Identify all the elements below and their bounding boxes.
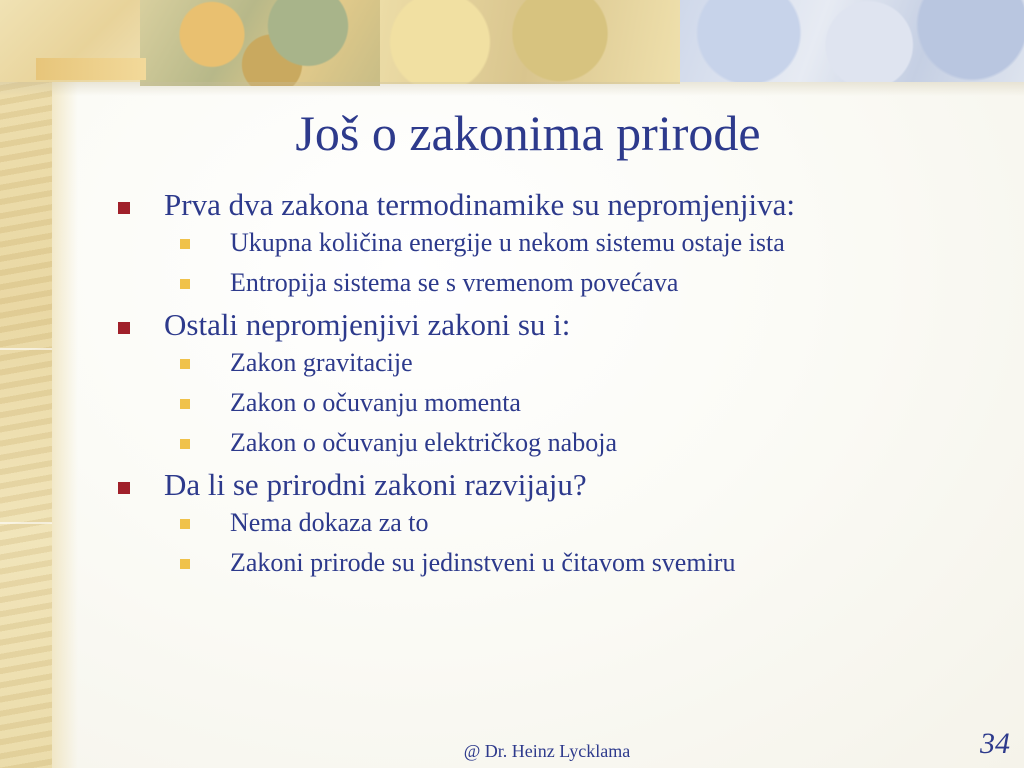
decor-gold-bar	[36, 58, 146, 80]
bullet-text: Da li se prirodni zakoni razvijaju?	[164, 467, 587, 502]
sub-bullet-item	[178, 268, 952, 298]
top-decorative-band	[0, 0, 1024, 88]
small-square-bullet-icon	[180, 359, 190, 369]
sub-bullet-text: Entropija sistema se s vremenom povećava	[230, 268, 679, 297]
sub-bullet-item	[178, 508, 952, 538]
square-bullet-icon	[118, 202, 130, 214]
decor-tile-gold	[380, 0, 680, 84]
sub-bullet-text: Nema dokaza za to	[230, 508, 429, 537]
bullet-item	[112, 188, 952, 222]
square-bullet-icon	[118, 322, 130, 334]
bullet-item	[112, 308, 952, 342]
sub-bullet-list	[178, 348, 952, 458]
bullet-list	[112, 188, 952, 588]
decor-tile-blue	[680, 0, 1024, 82]
sub-bullet-text: Zakon o očuvanju momenta	[230, 388, 521, 417]
sub-bullet-text: Zakoni prirode su jedinstveni u čitavom svemiru	[230, 548, 736, 577]
decor-tile-leaves	[140, 0, 380, 86]
sub-bullet-item	[178, 348, 952, 378]
sub-bullet-text: Ukupna količina energije u nekom sistemu ostaje ista	[230, 228, 785, 257]
small-square-bullet-icon	[180, 399, 190, 409]
sub-bullet-list	[178, 228, 952, 298]
page-number: 34	[980, 727, 1010, 760]
bullet-text: Ostali nepromjenjivi zakoni su i:	[164, 307, 571, 342]
sub-bullet-text: Zakon o očuvanju električkog naboja	[230, 428, 617, 457]
band-shadow	[0, 82, 1024, 96]
bullet-text: Prva dva zakona termodinamike su nepromjenjiva:	[164, 187, 796, 222]
square-bullet-icon	[118, 482, 130, 494]
bullet-item	[112, 468, 952, 502]
small-square-bullet-icon	[180, 439, 190, 449]
small-square-bullet-icon	[180, 279, 190, 289]
small-square-bullet-icon	[180, 239, 190, 249]
sub-bullet-item	[178, 228, 952, 258]
footer-author: @ Dr. Heinz Lycklama	[463, 741, 631, 761]
sub-bullet-item	[178, 388, 952, 418]
sub-bullet-text: Zakon gravitacije	[230, 348, 413, 377]
small-square-bullet-icon	[180, 559, 190, 569]
sub-bullet-item	[178, 548, 952, 578]
sub-bullet-item	[178, 428, 952, 458]
slide-title: Još o zakonima prirode	[295, 105, 761, 161]
small-square-bullet-icon	[180, 519, 190, 529]
sub-bullet-list	[178, 508, 952, 578]
